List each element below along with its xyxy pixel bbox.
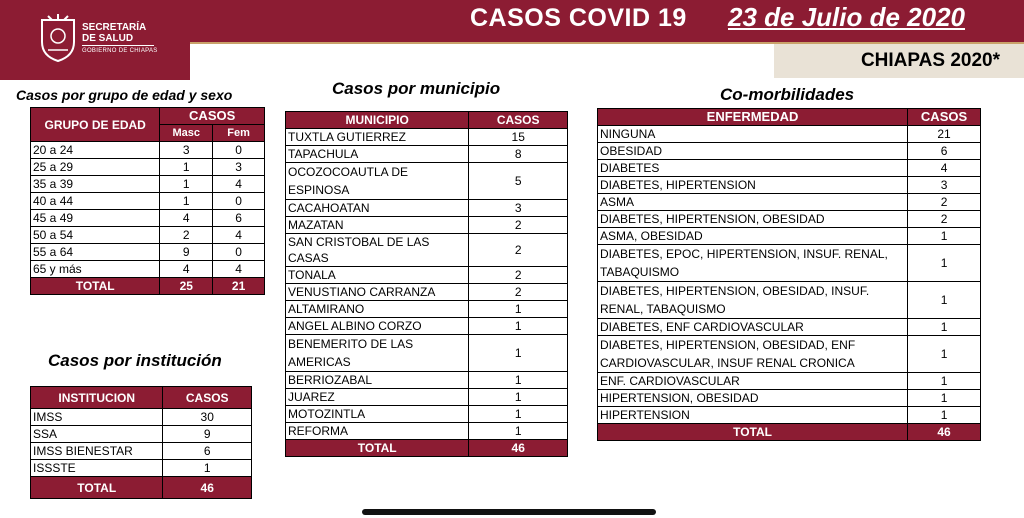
cases-cell: 1 xyxy=(469,406,568,423)
edad-total-label: TOTAL xyxy=(31,278,160,295)
fem-cell: 0 xyxy=(213,142,265,159)
comorb-title: Co-morbilidades xyxy=(720,85,855,104)
cases-cell: 9 xyxy=(163,426,252,443)
edad-header-fem: Fem xyxy=(213,125,265,142)
institution-cell: IMSS BIENESTAR xyxy=(31,443,163,460)
municipality-cell: OCOZOCOAUTLA DE ESPINOSA xyxy=(286,163,469,200)
edad-header-masc: Masc xyxy=(160,125,213,142)
masc-cell: 1 xyxy=(160,159,213,176)
table-row xyxy=(598,336,981,373)
logo-line2: DE SALUD xyxy=(82,33,134,44)
edad-header-cases: CASOS xyxy=(160,108,265,125)
table-row xyxy=(286,423,568,440)
edad-total-row xyxy=(31,278,265,295)
table-row xyxy=(31,176,265,193)
disease-cell: NINGUNA xyxy=(598,126,908,143)
cases-cell: 30 xyxy=(163,409,252,426)
cases-cell: 1 xyxy=(469,423,568,440)
municipio-header-name: MUNICIPIO xyxy=(286,112,469,129)
municipality-cell: MOTOZINTLA xyxy=(286,406,469,423)
logo-line1: SECRETARÍA xyxy=(82,22,147,33)
table-row xyxy=(598,373,981,390)
cases-cell: 1 xyxy=(163,460,252,477)
comorb-header-cases: CASOS xyxy=(908,109,981,126)
cases-cell: 2 xyxy=(469,234,568,267)
municipio-total-label: TOTAL xyxy=(286,440,469,457)
institucion-title: Casos por institución xyxy=(48,351,222,370)
comorb-header-name: ENFERMEDAD xyxy=(598,109,908,126)
disease-cell: ASMA xyxy=(598,194,908,211)
institucion-header-name: INSTITUCION xyxy=(31,387,163,409)
table-row xyxy=(598,177,981,194)
municipality-cell: SAN CRISTOBAL DE LAS CASAS xyxy=(286,234,469,267)
fem-cell: 0 xyxy=(213,244,265,261)
table-row xyxy=(31,460,252,477)
cases-cell: 8 xyxy=(469,146,568,163)
edad-total-masc: 25 xyxy=(160,278,213,295)
comorb-total-label: TOTAL xyxy=(598,424,908,441)
masc-cell: 4 xyxy=(160,210,213,227)
fem-cell: 4 xyxy=(213,176,265,193)
masc-cell: 1 xyxy=(160,193,213,210)
cases-cell: 1 xyxy=(908,407,981,424)
cases-cell: 1 xyxy=(908,245,981,282)
cases-cell: 21 xyxy=(908,126,981,143)
municipality-cell: VENUSTIANO CARRANZA xyxy=(286,284,469,301)
municipality-cell: TUXTLA GUTIERREZ xyxy=(286,129,469,146)
age-group-cell: 20 a 24 xyxy=(31,142,160,159)
table-row xyxy=(598,194,981,211)
cases-cell: 1 xyxy=(908,390,981,407)
table-row xyxy=(286,146,568,163)
disease-cell: OBESIDAD xyxy=(598,143,908,160)
fem-cell: 3 xyxy=(213,159,265,176)
cases-cell: 1 xyxy=(469,389,568,406)
table-row xyxy=(31,443,252,460)
disease-cell: HIPERTENSION xyxy=(598,407,908,424)
cases-cell: 1 xyxy=(908,228,981,245)
disease-cell: ENF. CARDIOVASCULAR xyxy=(598,373,908,390)
institucion-total-row xyxy=(31,477,252,499)
age-group-cell: 25 a 29 xyxy=(31,159,160,176)
municipality-cell: JUAREZ xyxy=(286,389,469,406)
table-row xyxy=(598,319,981,336)
municipality-cell: CACAHOATAN xyxy=(286,200,469,217)
cases-cell: 6 xyxy=(163,443,252,460)
cases-cell: 1 xyxy=(469,301,568,318)
table-row xyxy=(286,163,568,200)
municipio-title: Casos por municipio xyxy=(332,79,501,98)
table-row xyxy=(598,126,981,143)
home-indicator[interactable] xyxy=(362,509,656,515)
municipality-cell: BENEMERITO DE LAS AMERICAS xyxy=(286,335,469,372)
municipality-cell: TONALA xyxy=(286,267,469,284)
table-row xyxy=(31,261,265,278)
table-row xyxy=(598,407,981,424)
table-row xyxy=(598,143,981,160)
cases-cell: 5 xyxy=(469,163,568,200)
table-row xyxy=(598,211,981,228)
table-row xyxy=(598,228,981,245)
age-group-cell: 40 a 44 xyxy=(31,193,160,210)
logo xyxy=(0,0,190,80)
edad-table xyxy=(30,107,265,295)
age-group-cell: 55 a 64 xyxy=(31,244,160,261)
table-row xyxy=(31,227,265,244)
municipio-header-cases: CASOS xyxy=(469,112,568,129)
table-row xyxy=(286,318,568,335)
table-row xyxy=(286,217,568,234)
institucion-header-cases: CASOS xyxy=(163,387,252,409)
institution-cell: IMSS xyxy=(31,409,163,426)
table-row xyxy=(286,389,568,406)
logo-line3: GOBIERNO DE CHIAPAS xyxy=(82,48,158,54)
cases-cell: 15 xyxy=(469,129,568,146)
disease-cell: HIPERTENSION, OBESIDAD xyxy=(598,390,908,407)
cases-cell: 2 xyxy=(469,267,568,284)
municipality-cell: REFORMA xyxy=(286,423,469,440)
disease-cell: DIABETES, HIPERTENSION, OBESIDAD, INSUF. RENAL, TABAQUISMO xyxy=(598,282,908,319)
comorb-table xyxy=(597,108,981,441)
disease-cell: ASMA, OBESIDAD xyxy=(598,228,908,245)
table-row xyxy=(598,282,981,319)
masc-cell: 1 xyxy=(160,176,213,193)
institution-cell: ISSSTE xyxy=(31,460,163,477)
institucion-total-label: TOTAL xyxy=(31,477,163,499)
page-title: CASOS COVID 19 xyxy=(470,4,687,32)
municipio-table xyxy=(285,111,568,457)
cases-cell: 1 xyxy=(908,282,981,319)
table-row xyxy=(31,193,265,210)
table-row xyxy=(286,284,568,301)
cases-cell: 1 xyxy=(469,335,568,372)
edad-total-fem: 21 xyxy=(213,278,265,295)
edad-title: Casos por grupo de edad y sexo xyxy=(16,87,233,103)
cases-cell: 1 xyxy=(908,336,981,373)
cases-cell: 1 xyxy=(469,318,568,335)
table-row xyxy=(286,406,568,423)
cases-cell: 6 xyxy=(908,143,981,160)
cases-cell: 1 xyxy=(908,373,981,390)
disease-cell: DIABETES, HIPERTENSION, OBESIDAD xyxy=(598,211,908,228)
disease-cell: DIABETES, EPOC, HIPERTENSION, INSUF. RENAL, TABAQUISMO xyxy=(598,245,908,282)
cases-cell: 2 xyxy=(469,284,568,301)
disease-cell: DIABETES, HIPERTENSION, OBESIDAD, ENF CARDIOVASCULAR, INSUF RENAL CRONICA xyxy=(598,336,908,373)
age-group-cell: 45 a 49 xyxy=(31,210,160,227)
age-group-cell: 35 a 39 xyxy=(31,176,160,193)
masc-cell: 4 xyxy=(160,261,213,278)
table-row xyxy=(286,129,568,146)
table-row xyxy=(286,234,568,267)
page-date: 23 de Julio de 2020 xyxy=(728,2,966,32)
table-row xyxy=(598,390,981,407)
table-row xyxy=(31,409,252,426)
region-label: CHIAPAS 2020* xyxy=(860,50,1000,71)
institucion-table xyxy=(30,386,252,499)
table-row xyxy=(286,335,568,372)
disease-cell: DIABETES, HIPERTENSION xyxy=(598,177,908,194)
municipality-cell: TAPACHULA xyxy=(286,146,469,163)
table-row xyxy=(31,210,265,227)
cases-cell: 1 xyxy=(469,372,568,389)
disease-cell: DIABETES xyxy=(598,160,908,177)
table-row xyxy=(31,426,252,443)
table-row xyxy=(598,160,981,177)
cases-cell: 2 xyxy=(908,194,981,211)
table-row xyxy=(286,267,568,284)
table-row xyxy=(31,159,265,176)
comorb-total-row xyxy=(598,424,981,441)
cases-cell: 3 xyxy=(469,200,568,217)
table-row xyxy=(31,142,265,159)
table-row xyxy=(286,200,568,217)
fem-cell: 0 xyxy=(213,193,265,210)
comorb-total-value: 46 xyxy=(908,424,981,441)
masc-cell: 2 xyxy=(160,227,213,244)
cases-cell: 2 xyxy=(469,217,568,234)
institution-cell: SSA xyxy=(31,426,163,443)
age-group-cell: 65 y más xyxy=(31,261,160,278)
fem-cell: 6 xyxy=(213,210,265,227)
institucion-total-value: 46 xyxy=(163,477,252,499)
cases-cell: 3 xyxy=(908,177,981,194)
table-row xyxy=(286,372,568,389)
cases-cell: 2 xyxy=(908,211,981,228)
municipality-cell: MAZATAN xyxy=(286,217,469,234)
municipality-cell: ANGEL ALBINO CORZO xyxy=(286,318,469,335)
cases-cell: 4 xyxy=(908,160,981,177)
municipio-total-row xyxy=(286,440,568,457)
municipio-total-value: 46 xyxy=(469,440,568,457)
municipality-cell: BERRIOZABAL xyxy=(286,372,469,389)
logo-divider xyxy=(82,45,154,46)
fem-cell: 4 xyxy=(213,227,265,244)
table-row xyxy=(286,301,568,318)
cases-cell: 1 xyxy=(908,319,981,336)
age-group-cell: 50 a 54 xyxy=(31,227,160,244)
edad-header-group: GRUPO DE EDAD xyxy=(31,108,160,142)
fem-cell: 4 xyxy=(213,261,265,278)
masc-cell: 3 xyxy=(160,142,213,159)
masc-cell: 9 xyxy=(160,244,213,261)
shield-icon xyxy=(38,14,78,62)
table-row xyxy=(598,245,981,282)
disease-cell: DIABETES, ENF CARDIOVASCULAR xyxy=(598,319,908,336)
municipality-cell: ALTAMIRANO xyxy=(286,301,469,318)
table-row xyxy=(31,244,265,261)
